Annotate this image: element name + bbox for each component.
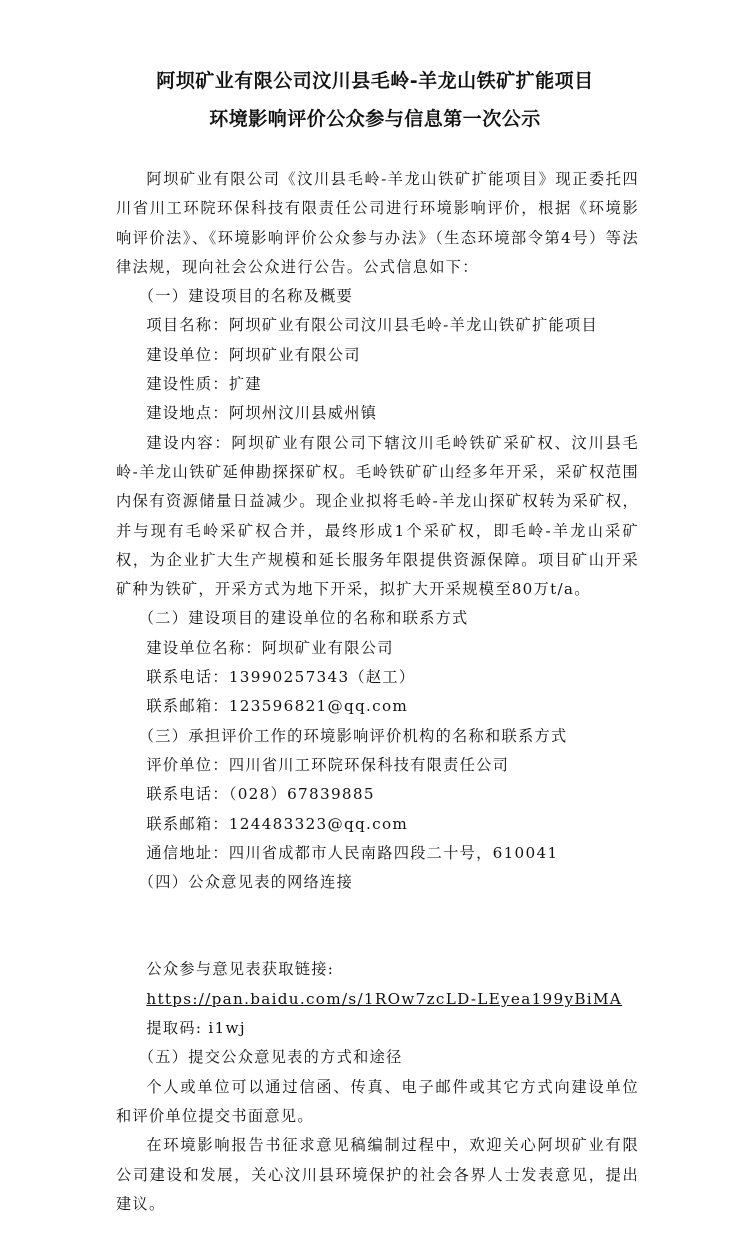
- link-line: [116, 985, 639, 1014]
- link-label: 公众参与意见表获取链接:: [146, 960, 335, 979]
- document-body: [116, 165, 639, 1219]
- section5-heading: （五）提交公众意见表的方式和途径: [138, 1048, 403, 1067]
- builder-unit: 建设单位：阿坝矿业有限公司: [146, 345, 361, 364]
- evaluator-address: 通信地址：四川省成都市人民南路四段二十号，610041: [146, 843, 559, 862]
- construction-location: 建设地点：阿坝州汶川县威州镇: [146, 404, 378, 423]
- document-title-line2: 环境影响评价公众参与信息第一次公示: [209, 108, 541, 130]
- evaluator-phone: 联系电话：（028）67839885: [146, 785, 375, 804]
- download-link[interactable]: https://pan.baidu.com/s/1ROw7zcLD-LEyea199yBiMA: [146, 989, 623, 1008]
- evaluator-name: 评价单位：四川省川工环院环保科技有限责任公司: [146, 755, 510, 774]
- builder-name: 建设单位名称：阿坝矿业有限公司: [146, 638, 394, 657]
- intro-paragraph: 阿坝矿业有限公司《汶川县毛岭-羊龙山铁矿扩能项目》现正委托四川省川工环院环保科技有限责任公司进行环境影响评价，根据《环境影响评价法》、《环境影响评价公众参与办法》（生态环境部令第4号）等法律法规，现向社会公众进行公告。公式信息如下：: [116, 170, 639, 276]
- builder-phone: 联系电话：13990257343（赵工）: [146, 668, 416, 687]
- project-name: 项目名称：阿坝矿业有限公司汶川县毛岭-羊龙山铁矿扩能项目: [146, 316, 598, 335]
- section3-heading: （三）承担评价工作的环境影响评价机构的名称和联系方式: [138, 726, 568, 745]
- closing-paragraph: 在环境影响报告书征求意见稿编制过程中，欢迎关心阿坝矿业有限公司建设和发展，关心汶川县环境保护的社会各界人士发表意见，提出建议。: [116, 1136, 639, 1213]
- extraction-code: 提取码: i1wj: [146, 1019, 246, 1038]
- section4-heading: （四）公众意见表的网络连接: [138, 873, 354, 892]
- builder-email: 联系邮箱：123596821@qq.com: [146, 697, 409, 716]
- construction-content: 建设内容：阿坝矿业有限公司下辖汶川毛岭铁矿采矿权、汶川县毛岭-羊龙山铁矿延伸勘探探矿权。毛岭铁矿矿山经多年开采，采矿权范围内保有资源储量日益减少。现企业拟将毛岭-羊龙山探矿权转为采矿权，并与现有毛岭采矿权合并，最终形成1个采矿权，即毛岭-羊龙山采矿权，为企业扩大生产规模和延长服务年限提供资源保障。项目矿山开采矿种为铁矿，开采方式为地下开采，拟扩大开采规模至80万t/a。: [116, 433, 639, 599]
- section1-heading: （一）建设项目的名称及概要: [138, 287, 354, 306]
- evaluator-email: 联系邮箱：124483323@qq.com: [146, 814, 409, 833]
- section2-heading: （二）建设项目的建设单位的名称和联系方式: [138, 609, 469, 628]
- blank-gap: [116, 897, 639, 955]
- submission-paragraph: 个人或单位可以通过信函、传真、电子邮件或其它方式向建设单位和评价单位提交书面意见。: [116, 1077, 639, 1125]
- document-title-line1: 阿坝矿业有限公司汶川县毛岭-羊龙山铁矿扩能项目: [156, 70, 594, 92]
- construction-nature: 建设性质：扩建: [146, 375, 262, 394]
